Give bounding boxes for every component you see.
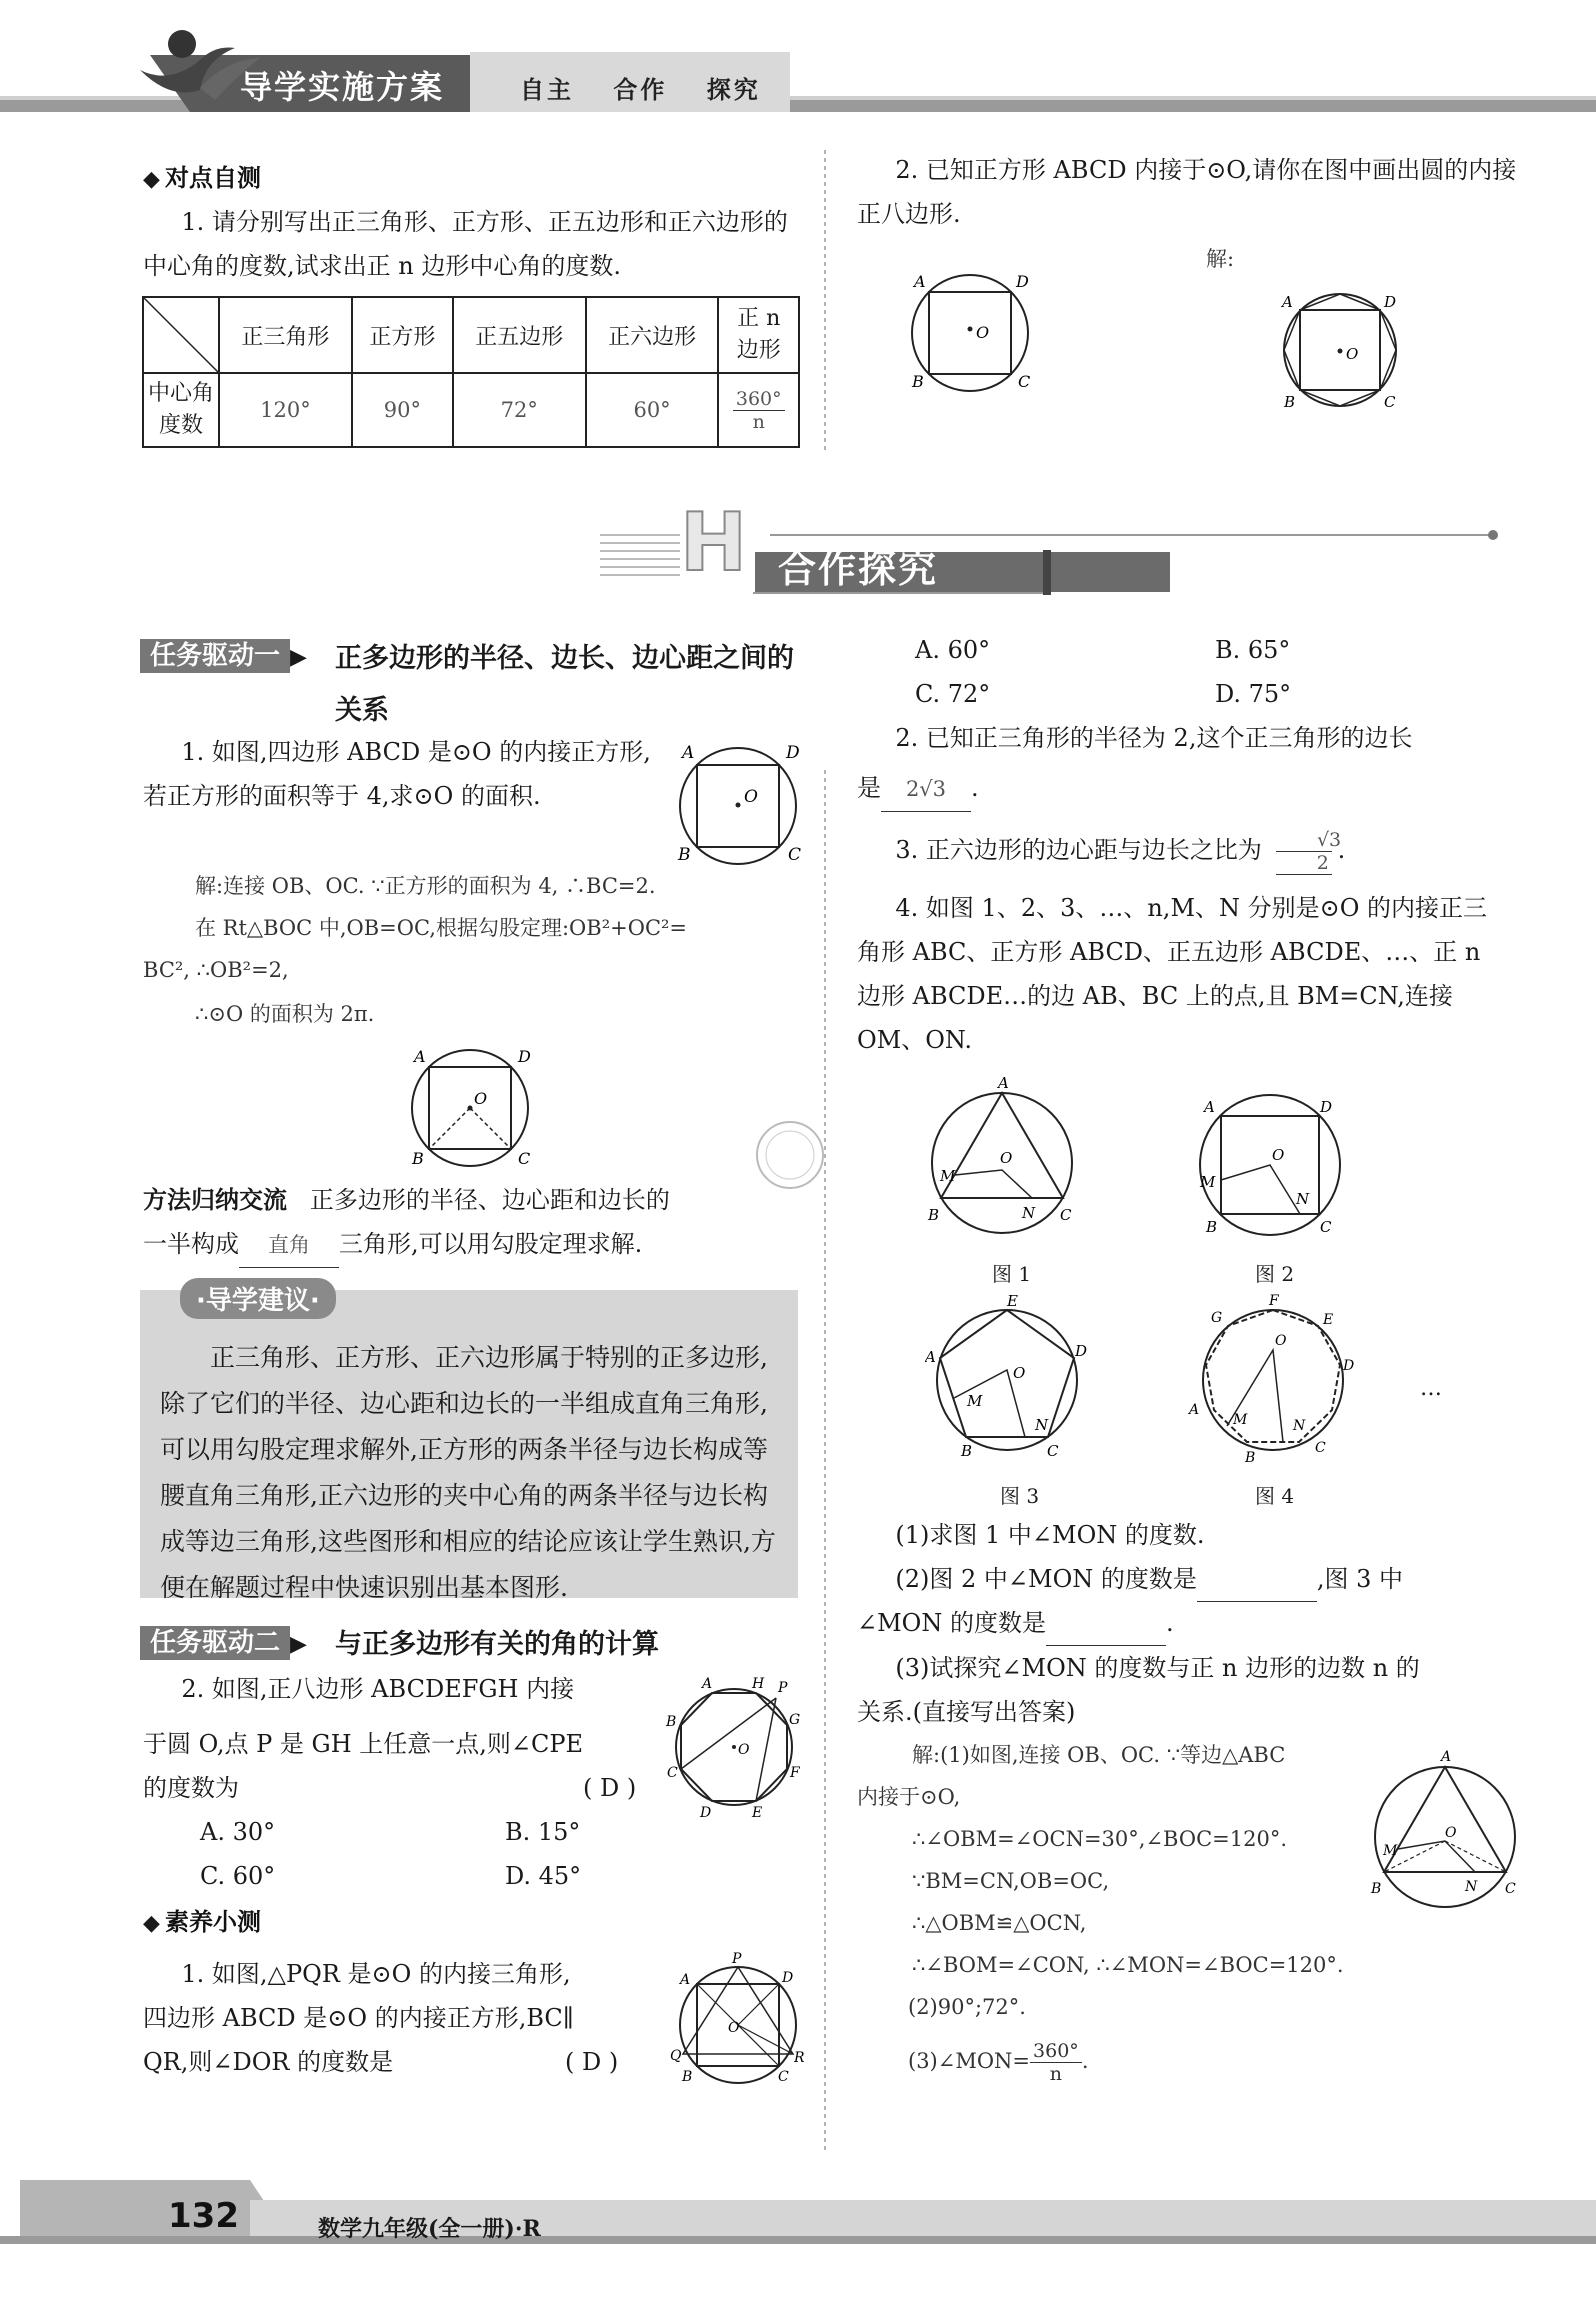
right-sol-1: 内接于⊙O, [857,1785,961,1809]
central-angle-table [142,296,800,448]
period: . [971,774,979,802]
frac-den: n [752,410,765,433]
right-sol-7 [908,2040,1089,2085]
fig-ellipsis: … [1420,1376,1442,1401]
right-option-c: C. 72° [915,680,991,708]
period: . [1337,836,1346,864]
svg-text:O: O [1272,1146,1285,1164]
right-option-d: D. 75° [1215,680,1292,708]
task1-label-wrap [140,635,307,672]
guide-text: 正三角形、正方形、正六边形属于特别的正多边形,除了它们的半径、边心距和边长的一半组成直角三角形,可以用勾股定理求解外,正方形的两条半径与边长构成等腰直角三角形,正六边形的夹中心角的两条半径与边长构成等边三角形,这些图形和相应的结论应该让学生熟识,方便在解题过程中快速识别出基本图形. [160,1343,776,1602]
table-header: 正方形 [352,297,453,373]
task1-fig-b [400,1040,550,1180]
svg-text:C: C [1047,1442,1059,1460]
task1-label: 任务驱动一 [140,639,290,673]
fig4-ngon [1185,1290,1360,1470]
diamond-icon: ◆ [143,1911,160,1936]
svg-text:M: M [1200,1173,1216,1191]
svg-text:B: B [912,372,924,391]
method-line-a [143,1178,823,1222]
table-header-n [718,297,799,373]
task2-q2-answer: ( D ) [583,1774,637,1802]
diamond-icon: ◆ [143,167,160,192]
method-blank: 直角 [239,1223,339,1268]
right-option-a: A. 60° [915,636,991,664]
svg-text:N: N [1022,1204,1036,1222]
right-q3-den: 2 [1316,851,1329,874]
tag-suyang-label: 素养小测 [165,1908,262,1936]
task2-q2-c: 的度数为 [143,1774,239,1802]
arrow-icon: ▶ [290,1632,307,1657]
svg-text:C: C [518,1149,531,1168]
right-sol-5: ∴∠BOM=∠CON, ∴∠MON=∠BOC=120°. [912,1953,1344,1977]
svg-text:D: D [1016,272,1029,291]
svg-text:C: C [1320,1218,1332,1236]
table-row-label [143,373,219,447]
suyang-q1-answer: ( D ) [565,2048,619,2076]
suyang-fig [670,1950,810,2100]
task2-title: 与正多边形有关的角的计算 [335,1629,659,1660]
task1-sol-1: 在 Rt△BOC 中,OB=OC,根据勾股定理:OB²+OC²= [195,916,688,940]
svg-text:E: E [752,1805,763,1821]
right-sol3-pre: (3)∠MON= [908,2049,1031,2073]
right-sol-2: ∴∠OBM=∠OCN=30°,∠BOC=120°. [912,1827,1288,1851]
task1-sol-2: BC², ∴OB²=2, [143,958,289,982]
svg-text:B: B [961,1442,973,1460]
period: . [1166,1609,1174,1637]
svg-text:N: N [1035,1416,1049,1434]
svg-text:C: C [1018,372,1031,391]
right-q2: 2. 已知正方形 ABCD 内接于⊙O,请你在图中画出圆的内接正八边形. [857,156,1517,228]
fig4-label: 图 4 [1255,1484,1295,1508]
svg-text:Q: Q [670,2048,682,2064]
right-q2-a: 2. 已知正三角形的半径为 2,这个正三角形的边长 [895,724,1413,752]
right-q2-b [857,766,979,812]
task2-q2-a: 2. 如图,正八边形 ABCDEFGH 内接 [181,1675,575,1703]
right-sub2-b: ,图 3 中 [1316,1565,1404,1593]
svg-text:P: P [778,1680,788,1696]
right-q4-1: 角形 ABC、正方形 ABCD、正五边形 ABCDE、…、正 n [857,938,1481,966]
svg-text:P: P [732,1951,742,1967]
svg-text:N: N [1465,1879,1478,1895]
svg-text:E: E [1007,1292,1018,1310]
method-b-pre: 一半构成 [143,1230,239,1258]
svg-text:C: C [667,1765,678,1781]
right-q3 [857,828,1345,875]
method-line-b [143,1222,642,1268]
svg-text:F: F [1269,1293,1279,1309]
svg-text:N: N [1293,1418,1306,1434]
svg-text:A: A [914,272,926,291]
table-cell-fraction [718,373,799,447]
svg-text:O: O [1000,1149,1013,1167]
svg-text:N: N [1296,1190,1310,1208]
svg-text:B: B [412,1149,424,1168]
svg-text:C: C [778,2069,789,2085]
svg-text:D: D [700,1805,712,1821]
page-number: 132 [168,2196,239,2236]
svg-text:D: D [782,1970,794,1986]
fig3-pentagon [925,1290,1095,1465]
task1-sol-3: ∴⊙O 的面积为 2π. [195,1002,375,1026]
svg-text:C: C [1315,1440,1326,1456]
task2-option-a: A. 30° [200,1818,276,1846]
suyang-q1-c: QR,则∠DOR 的度数是 [143,2048,394,2076]
right-sub2-line2 [857,1601,1174,1646]
svg-text:M: M [967,1392,983,1410]
task2-label-wrap [140,1622,307,1659]
svg-text:O: O [744,787,758,807]
svg-text:C: C [1505,1881,1516,1897]
row-label-2: 度数 [158,413,203,438]
right-sol3-num: 360° [1030,2040,1082,2063]
svg-text:A: A [680,1972,691,1988]
svg-text:E: E [1323,1312,1334,1328]
tag-suyang [143,1902,261,1937]
task1-title-a: 正多边形的半径、边长、边心距之间的 [335,643,794,674]
task2-option-c: C. 60° [200,1862,276,1890]
right-sub2-line [857,1557,1403,1602]
svg-text:C: C [788,845,802,865]
footer-book: 数学九年级(全一册)·R [318,2216,541,2242]
row-label-1: 中心角 [147,381,214,406]
table-cell: 60° [586,373,719,447]
task2-label: 任务驱动二 [140,1626,290,1660]
right-option-b: B. 65° [1215,636,1291,664]
right-sol-4: ∴△OBM≌△OCN, [912,1911,1087,1935]
svg-text:B: B [1245,1450,1256,1466]
task2-option-b: B. 15° [505,1818,581,1846]
suyang-q1-a: 1. 如图,△PQR 是⊙O 的内接三角形, [181,1960,571,1988]
svg-text:A: A [925,1348,936,1366]
right-sub3-b: 关系.(直接写出答案) [857,1698,1076,1726]
svg-text:D: D [1320,1098,1333,1116]
figure-square-in-circle [900,265,1050,395]
footer-bar [0,2180,1596,2323]
suyang-q1-b: 四边形 ABCD 是⊙O 的内接正方形,BC∥ [143,2004,574,2032]
table-cell: 90° [352,373,453,447]
right-q3-num: √3 [1276,829,1332,852]
svg-text:B: B [666,1714,677,1730]
svg-text:O: O [976,323,990,342]
svg-text:D: D [786,743,800,763]
svg-text:F: F [790,1765,800,1781]
table-header-n-2: 边形 [736,338,781,363]
period: . [1081,2049,1089,2073]
fig3-label: 图 3 [1000,1484,1040,1508]
svg-text:O: O [1013,1364,1026,1382]
svg-text:C: C [1060,1206,1072,1224]
svg-text:A: A [998,1075,1009,1092]
tag-duidian-label: 对点自测 [165,164,262,192]
q1-text: 1. 请分别写出正三角形、正方形、正五边形和正六边形的中心角的度数,试求出正 n 边形中心角的度数. [143,208,788,280]
table-cell: 120° [219,373,352,447]
right-q2-blank: 2√3 [881,767,971,812]
svg-text:D: D [518,1047,531,1066]
method-a: 正多边形的半径、边心距和边长的 [309,1186,670,1214]
svg-text:B: B [1206,1218,1218,1236]
svg-text:D: D [1384,293,1397,311]
right-sol-3: ∵BM=CN,OB=OC, [912,1869,1110,1893]
task2-q2-b: 于圆 O,点 P 是 GH 上任意一点,则∠CPE [143,1730,584,1758]
right-q4-2: 边形 ABCDE…的边 AB、BC 上的点,且 BM=CN,连接 [857,982,1453,1010]
header-title: 导学实施方案 [240,68,445,106]
table-cell: 72° [453,373,586,447]
svg-text:O: O [1346,345,1359,363]
solution-fig-triangle [1365,1745,1525,1910]
svg-text:G: G [1211,1310,1223,1326]
svg-text:B: B [928,1206,940,1224]
method-label: 方法归纳交流 [143,1186,287,1214]
right-q4-0: 4. 如图 1、2、3、…、n,M、N 分别是⊙O 的内接正三 [895,894,1488,922]
frac-num: 360° [733,388,785,411]
right-sub3-a: (3)试探究∠MON 的度数与正 n 边形的边数 n 的 [895,1654,1420,1682]
svg-text:B: B [678,845,691,865]
right-sol-6: (2)90°;72°. [908,1995,1026,2019]
tag-duidian [143,158,261,193]
fig1-label: 图 1 [992,1262,1032,1286]
right-sol-0: 解:(1)如图,连接 OB、OC. ∵等边△ABC [912,1743,1286,1767]
right-sub2-c: ∠MON 的度数是 [857,1609,1046,1637]
right-q3-pre: 3. 正六边形的边心距与边长之比为 [895,836,1262,864]
fig2-label: 图 2 [1255,1262,1295,1286]
right-q2-b-pre: 是 [857,774,881,802]
task1-q1: 1. 如图,四边形 ABCD 是⊙O 的内接正方形,若正方形的面积等于 4,求⊙O 的面积. [143,738,651,810]
table-corner-cell [143,297,219,373]
svg-text:A: A [1282,293,1293,311]
arrow-icon: ▶ [290,645,307,670]
svg-text:A: A [414,1047,426,1066]
task2-option-d: D. 45° [505,1862,582,1890]
guide-label: ·导学建议· [180,1278,336,1319]
table-header: 正五边形 [453,297,586,373]
section-title: 合作探究 [778,547,939,591]
svg-text:C: C [1384,393,1396,411]
svg-text:O: O [728,2020,740,2036]
header-subtitle: 自主 合作 探究 [520,76,761,104]
svg-text:O: O [1445,1825,1457,1841]
right-sub1: (1)求图 1 中∠MON 的度数. [895,1521,1205,1549]
right-q3-fraction [1276,828,1342,875]
svg-text:M: M [1233,1412,1248,1428]
method-b-post: 三角形,可以用勾股定理求解. [339,1230,643,1258]
svg-text:A: A [1441,1749,1452,1765]
svg-text:M: M [940,1167,956,1185]
svg-text:O: O [474,1089,488,1108]
svg-text:H: H [752,1676,765,1692]
right-q4-3: OM、ON. [857,1026,973,1054]
svg-text:M: M [1383,1843,1398,1859]
svg-text:D: D [1075,1342,1088,1360]
task1-fig-a [668,738,813,878]
table-header: 正六边形 [586,297,719,373]
table-header: 正三角形 [219,297,352,373]
task2-fig-octagon [662,1672,812,1822]
table-header-n-1: 正 n [737,306,781,331]
svg-text:A: A [1204,1098,1215,1116]
right-sub2-blank1 [1197,1557,1317,1602]
svg-text:A: A [702,1676,713,1692]
right-sub2-blank2 [1046,1601,1166,1646]
fig1-triangle [920,1075,1080,1240]
svg-text:R: R [794,2050,805,2066]
svg-text:B: B [1371,1881,1382,1897]
svg-text:B: B [1284,393,1296,411]
svg-text:O: O [738,1742,750,1758]
svg-text:O: O [1275,1333,1287,1349]
right-sol3-den: n [1049,2063,1063,2085]
task1-title-b: 关系 [335,695,389,726]
svg-text:G: G [789,1712,801,1728]
task1-sol-0: 解:连接 OB、OC. ∵正方形的面积为 4, ∴BC=2. [195,874,656,898]
figure-octagon [1270,285,1410,415]
svg-text:A: A [1189,1402,1200,1418]
right-sub2-a: (2)图 2 中∠MON 的度数是 [895,1565,1197,1593]
right-jie: 解: [1206,247,1235,271]
fig2-square [1190,1090,1350,1245]
section-letter: H [680,496,747,589]
svg-text:D: D [1343,1358,1355,1374]
svg-text:B: B [682,2069,693,2085]
svg-text:A: A [682,743,695,763]
